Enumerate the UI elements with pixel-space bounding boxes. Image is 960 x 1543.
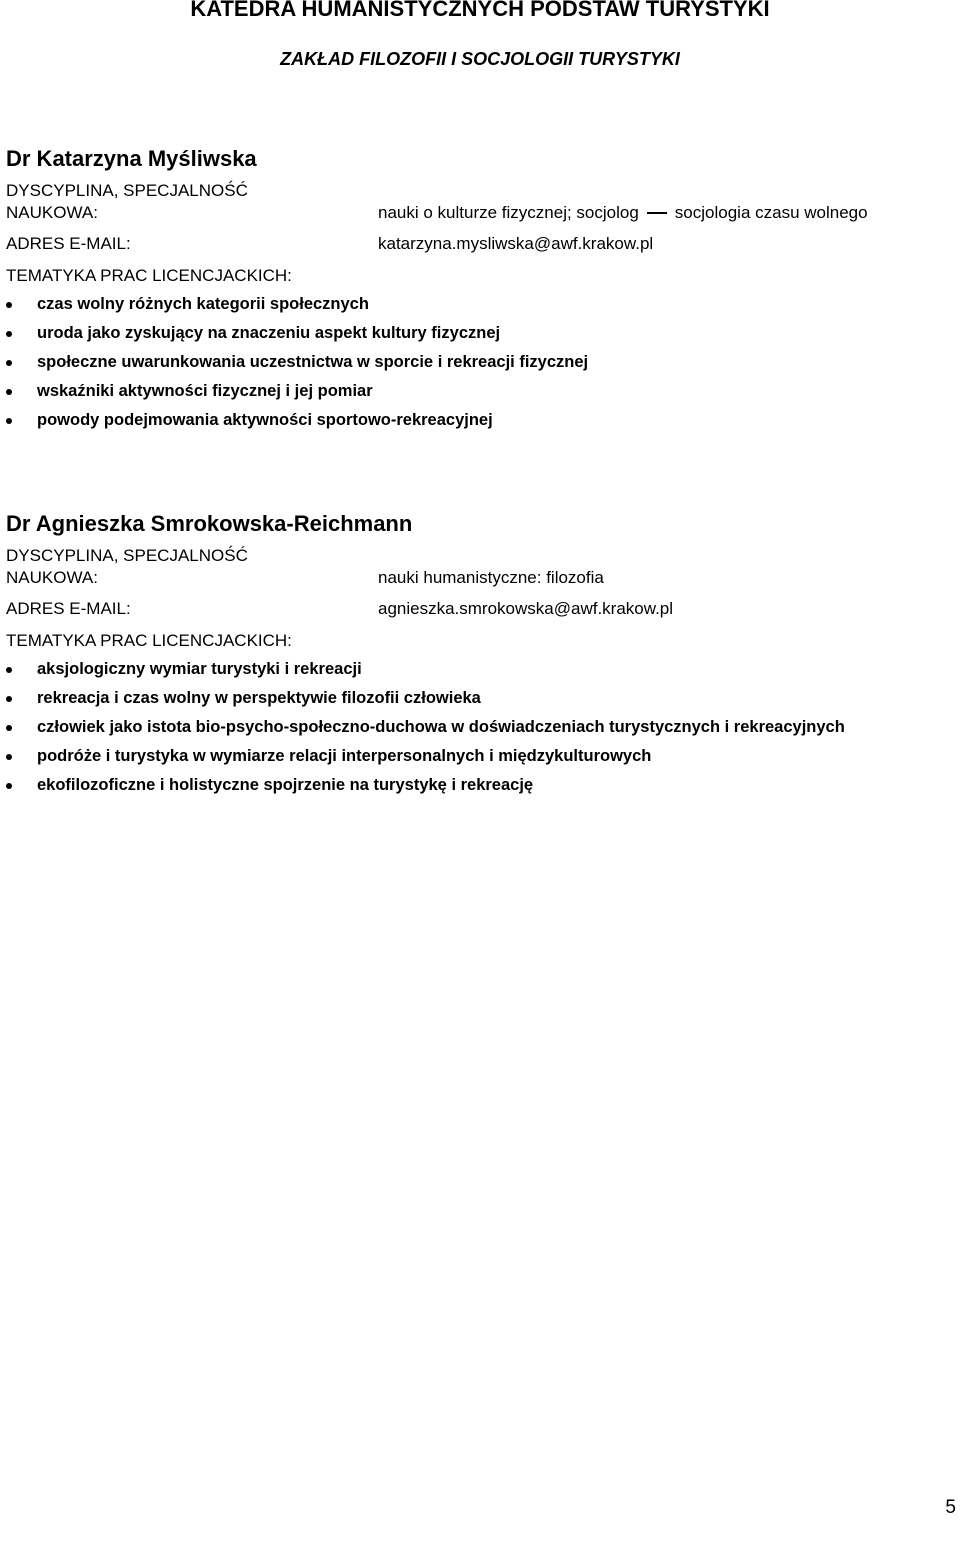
list-item: [6, 294, 897, 315]
person-section: [6, 509, 946, 804]
topic-text: czas wolny różnych kategorii społecznych: [37, 295, 369, 313]
list-item: [6, 323, 897, 344]
discipline-label: [6, 545, 366, 589]
topic-text: aksjologiczny wymiar turystyki i rekreacji: [37, 660, 362, 678]
list-item: [6, 775, 897, 796]
person-name: Dr Katarzyna Myśliwska: [6, 146, 257, 171]
unit-title: ZAKŁAD FILOZOFII I SOCJOLOGII TURYSTYKI: [280, 49, 680, 69]
discipline-row: [6, 545, 946, 589]
discipline-specialty: socjologia czasu wolnego: [674, 203, 868, 222]
department-title: KATEDRA HUMANISTYCZNYCH PODSTAW TURYSTYKI: [190, 0, 770, 21]
topic-text: uroda jako zyskujący na znaczeniu aspekt kultury fizycznej: [37, 324, 501, 342]
email-row: [6, 233, 946, 255]
topics-list: [6, 659, 946, 796]
discipline-label: [6, 180, 366, 224]
email-row: [6, 598, 946, 620]
topics-label: TEMATYKA PRAC LICENCJACKICH:: [6, 631, 292, 650]
discipline-label-line2: NAUKOWA:: [6, 203, 98, 222]
page-number: 5: [945, 1497, 956, 1518]
dash-separator: [647, 212, 667, 214]
bullet-icon: [6, 360, 12, 366]
topic-text: rekreacja i czas wolny w perspektywie filozofii człowieka: [37, 689, 481, 707]
bullet-icon: [6, 389, 12, 395]
list-item: [6, 659, 897, 680]
list-item: [6, 352, 897, 373]
topic-text: społeczne uwarunkowania uczestnictwa w sporcie i rekreacji fizycznej: [37, 353, 589, 371]
bullet-icon: [6, 754, 12, 760]
email-label: ADRES E-MAIL:: [6, 599, 131, 618]
discipline-main: nauki o kulturze fizycznej; socjolog: [378, 203, 639, 222]
discipline-label-line1: DYSCYPLINA, SPECJALNOŚĆ: [6, 546, 248, 565]
topic-text: człowiek jako istota bio-psycho-społeczno-duchowa w doświadczeniach turystycznych i rekreacyjnych: [37, 718, 845, 736]
email-label: ADRES E-MAIL:: [6, 234, 131, 253]
bullet-icon: [6, 696, 12, 702]
topic-text: podróże i turystyka w wymiarze relacji interpersonalnych i międzykulturowych: [37, 747, 652, 765]
bullet-icon: [6, 331, 12, 337]
list-item: [6, 688, 897, 709]
discipline-row: [6, 180, 946, 224]
discipline-value: [378, 202, 868, 224]
topic-text: wskaźniki aktywności fizycznej i jej pomiar: [37, 382, 373, 400]
list-item: [6, 717, 897, 738]
bullet-icon: [6, 667, 12, 673]
discipline-label-line1: DYSCYPLINA, SPECJALNOŚĆ: [6, 181, 248, 200]
list-item: [6, 746, 897, 767]
topic-text: powody podejmowania aktywności sportowo-rekreacyjnej: [37, 411, 493, 429]
discipline-value: nauki humanistyczne: filozofia: [378, 568, 604, 587]
list-item: [6, 381, 897, 402]
topics-list: [6, 294, 946, 431]
bullet-icon: [6, 302, 12, 308]
bullet-icon: [6, 783, 12, 789]
list-item: [6, 410, 897, 431]
bullet-icon: [6, 418, 12, 424]
person-name: Dr Agnieszka Smrokowska-Reichmann: [6, 511, 413, 536]
email-value[interactable]: agnieszka.smrokowska@awf.krakow.pl: [378, 599, 674, 618]
bullet-icon: [6, 725, 12, 731]
person-section: [6, 144, 946, 439]
topics-label: TEMATYKA PRAC LICENCJACKICH:: [6, 266, 292, 285]
discipline-label-line2: NAUKOWA:: [6, 568, 98, 587]
topic-text: ekofilozoficzne i holistyczne spojrzenie na turystykę i rekreację: [37, 776, 534, 794]
email-value[interactable]: katarzyna.mysliwska@awf.krakow.pl: [378, 234, 654, 253]
